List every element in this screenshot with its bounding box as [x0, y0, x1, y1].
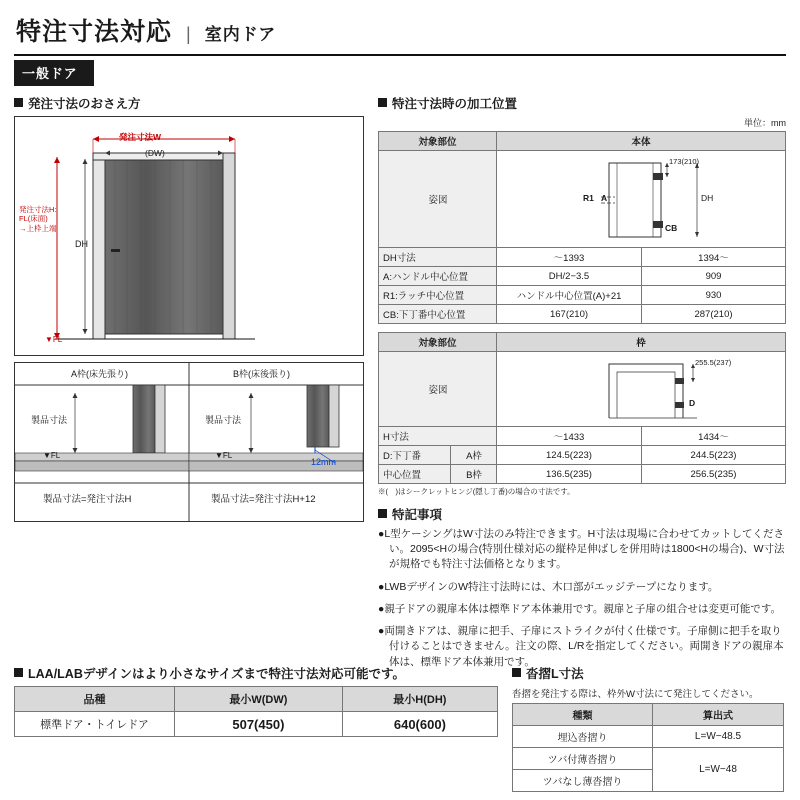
cell-type: 標準ドア・トイレドア [15, 712, 175, 737]
right-column [378, 94, 786, 677]
row-label-center: 中心位置 [379, 465, 451, 484]
table-min-sizes [14, 686, 498, 737]
table-row [379, 352, 786, 427]
bottom-right-block [512, 664, 784, 792]
bottom-section [14, 664, 786, 792]
table-frame-footnote: ※( )はシークレットヒンジ(隠し丁番)の場合の寸法です。 [378, 487, 575, 496]
note-item: ●親子ドアの親扉本体は標準ドア本体兼用です。親扉と子扉の組合せは変更可能です。 [378, 602, 782, 615]
cell-value: 930 [642, 286, 786, 305]
kutsuzuri-lead: 沓摺を発注する際は、枠外W寸法にて発注してください。 [512, 689, 759, 700]
col-head-min-w: 最小W(DW) [175, 687, 343, 712]
header-separator: | [186, 24, 191, 44]
left-column [14, 94, 364, 677]
cell-value: 256.5(235) [642, 465, 786, 484]
col-head-part: 対象部位 [379, 132, 497, 151]
label-frame-a: A枠(床先張り) [71, 369, 128, 379]
cell-value: ハンドル中心位置(A)+21 [497, 286, 642, 305]
frame-drawing-svg [497, 352, 785, 426]
caption-b: 製品寸法=発注寸法H+12 [211, 494, 316, 505]
note-item: ●両開きドアは、親扉に把手、子扉にストライクが付く仕様です。子扉側に把手を取り付けることはできません。注文の際、L/Rを指定してください。両開きドアの親扉本体は、標準ドア本体兼用です。 [378, 625, 784, 668]
table-row [379, 132, 786, 151]
col-head-part-frame: 対象部位 [379, 333, 497, 352]
table-row [513, 726, 784, 748]
cell-value: ～1393 [497, 248, 642, 267]
table-frame-machining [378, 332, 786, 484]
bullet-square-icon [14, 98, 23, 107]
note-item: ●LWBデザインのW特注寸法時には、木口部がエッジテープになります。 [378, 580, 719, 593]
label-r1: R1 [583, 193, 594, 203]
bullet-square-icon [378, 509, 387, 518]
label-product-size-b: 製品寸法 [205, 415, 242, 425]
row-label-r1: R1:ラッチ中心位置 [379, 286, 497, 305]
cell-value: 244.5(223) [642, 446, 786, 465]
category-ribbon: 一般ドア [14, 60, 94, 86]
section-title-machining-position: 特注寸法時の加工位置 [378, 94, 786, 112]
cell-value: DH/2−3.5 [497, 267, 642, 286]
notes-list [378, 527, 786, 670]
section-title-notes: 特記事項 [378, 505, 786, 523]
table-row [379, 465, 786, 484]
label-product-size-a: 製品寸法 [31, 415, 68, 425]
table-kutsuzuri [512, 703, 784, 792]
table-body-machining [378, 131, 786, 324]
label-gap-12mm: 12mm [311, 457, 337, 467]
section-title-laa-lab: LAA/LABデザインはより小さなサイズまで特注寸法対応可能です。 [14, 664, 498, 682]
table-row [379, 427, 786, 446]
bullet-square-icon [512, 668, 521, 677]
label-order-width: 発注寸法W [119, 132, 162, 142]
label-dh: DH [75, 239, 88, 249]
cell-value: 1394～ [642, 248, 786, 267]
table-row [379, 267, 786, 286]
cell-value: 909 [642, 267, 786, 286]
col-head-type: 品種 [15, 687, 175, 712]
label-255-237: 255.5(237) [695, 358, 732, 367]
header-subtitle: 室内ドア [204, 25, 277, 44]
content-columns [14, 94, 786, 677]
table-row [379, 151, 786, 248]
body-drawing-svg [497, 151, 785, 247]
label-d: D [689, 398, 696, 408]
cell-kind: ツバ付薄沓摺り [513, 748, 653, 770]
cell-min-w: 507(450) [175, 712, 343, 737]
floor-detail-figure [14, 362, 364, 522]
table-row [379, 305, 786, 324]
cell-formula: L=W−48 [653, 748, 784, 792]
caption-a: 製品寸法=発注寸法H [43, 494, 132, 505]
label-frame-b: B枠(床後張り) [233, 369, 290, 379]
row-label-cb: CB:下丁番中心位置 [379, 305, 497, 324]
row-label-drawing-frame: 姿図 [379, 352, 497, 427]
row-label-dh: DH寸法 [379, 248, 497, 267]
bullet-square-icon [14, 668, 23, 677]
cell-frame-drawing [497, 352, 786, 427]
cell-value: 136.5(235) [497, 465, 642, 484]
section-title-kutsuzuri: 沓摺L寸法 [512, 664, 784, 682]
cell-kind: ツバなし薄沓摺り [513, 770, 653, 792]
row-label-drawing: 姿図 [379, 151, 497, 248]
table-row [379, 286, 786, 305]
table-row [15, 687, 498, 712]
table-row [379, 446, 786, 465]
col-head-min-h: 最小H(DH) [342, 687, 497, 712]
label-dh-body: DH [701, 193, 714, 203]
row-label-d-hinge: D:下丁番 [379, 446, 451, 465]
table-row [513, 748, 784, 770]
bullet-square-icon [378, 98, 387, 107]
row-label-a: A:ハンドル中心位置 [379, 267, 497, 286]
row-sub-frame-b: B枠 [451, 465, 497, 484]
cell-value: ～1433 [497, 427, 642, 446]
section-title-order-dimensions: 発注寸法のおさえ方 [14, 94, 364, 112]
table-row [513, 704, 784, 726]
label-a: A [601, 193, 608, 203]
label-fl: ▼FL [45, 335, 63, 344]
label-173-210: 173(210) [669, 157, 700, 166]
page-header [14, 10, 786, 54]
cell-formula: L=W−48.5 [653, 726, 784, 748]
cell-kind: 埋込沓摺り [513, 726, 653, 748]
cell-value: 124.5(223) [497, 446, 642, 465]
label-dw: (DW) [145, 148, 165, 158]
col-head-formula: 算出式 [653, 704, 784, 726]
col-head-frame: 枠 [497, 333, 786, 352]
door-elevation-figure [14, 116, 364, 356]
cell-body-drawing [497, 151, 786, 248]
table-row [379, 248, 786, 267]
label-cb: CB [665, 223, 678, 233]
table-row [15, 712, 498, 737]
header-rule [14, 54, 786, 56]
page-title: 特注寸法対応 [16, 18, 173, 46]
unit-label: 単位：mm [744, 118, 786, 128]
col-head-kind: 種類 [513, 704, 653, 726]
cell-min-h: 640(600) [342, 712, 497, 737]
row-label-h: H寸法 [379, 427, 497, 446]
note-item: ●L型ケーシングはW寸法のみ特注できます。H寸法は現場に合わせてカットしてください。2095<Hの場合(特別仕様対応の縦枠足伸ばしを併用時は1800<Hの場合)、W寸法が規格でも特注寸法価格となります。 [378, 528, 785, 571]
bottom-left-block [14, 664, 498, 792]
row-sub-frame-a: A枠 [451, 446, 497, 465]
label-fl-b: ▼FL [215, 451, 233, 460]
table-row [379, 333, 786, 352]
label-order-height: 発注寸法H: FL(床面) →上枠上端 [19, 205, 57, 233]
label-fl-a: ▼FL [43, 451, 61, 460]
cell-value: 1434～ [642, 427, 786, 446]
door-elevation-svg [15, 117, 363, 355]
cell-value: 167(210) [497, 305, 642, 324]
cell-value: 287(210) [642, 305, 786, 324]
col-head-body: 本体 [497, 132, 786, 151]
